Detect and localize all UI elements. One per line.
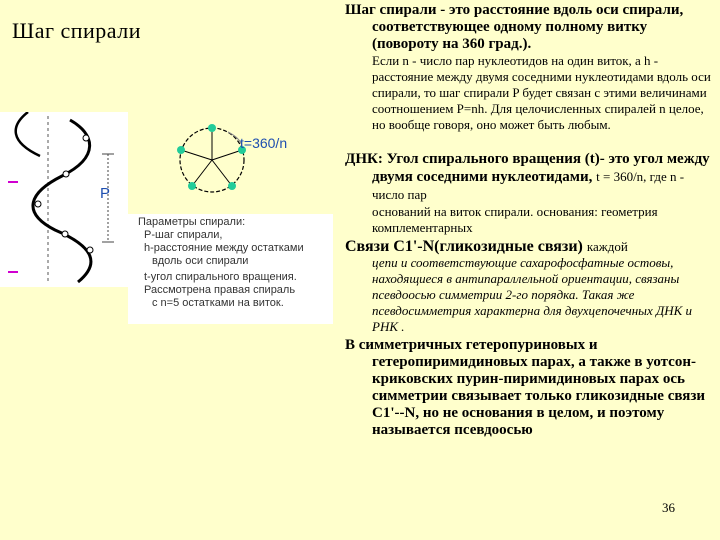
pitch-relation: Если n - число пар нуклеотидов на один виток, а h - расстояние между двумя соседними нуклеотидами вдоль оси спирали, то шаг спирали P будет связан с этими величинами соотношением P=nh. Для целочисленных спиралей n целое, но вообще говоря, оно может быть любым. — [372, 53, 711, 132]
caption-line: t-угол спирального вращения. — [144, 271, 297, 283]
twist-angle-text: ДНК: Угол спирального вращения (t)- это угол между двумя соседними нуклеотидами, — [345, 151, 710, 185]
twist-angle-heading — [345, 151, 717, 204]
helix-residue — [63, 171, 69, 177]
caption-line: Рассмотрена правая спираль — [144, 284, 296, 296]
radius-line — [181, 150, 212, 160]
glycosidic-bonds-title: Связи C1'-N(гликозидные связи) — [345, 238, 583, 255]
glycosidic-bonds-text: цепи и соответствующие сахарофосфатные остовы, находящиеся в антипараллельной ориентации, связаны псевдоосью симметрии 2-го порядка. Такая же псевдосимметрия характерна для двухцепочечных ДНК и РНК . — [372, 255, 693, 334]
residue-dot — [228, 182, 236, 190]
helix-figure — [0, 112, 340, 322]
pitch-label: P — [100, 185, 111, 202]
helix-residue — [35, 201, 41, 207]
residue-dot — [208, 124, 216, 132]
helix-residue — [62, 231, 68, 237]
residue-dot — [177, 146, 185, 154]
twist-angle-rest: оснований на виток спирали. основания: геометрия комплементарных — [372, 204, 658, 235]
pitch-definition — [345, 2, 717, 53]
page-number: 36 — [662, 500, 675, 515]
residue-dot — [188, 182, 196, 190]
caption-panel — [128, 214, 333, 324]
pseudo-axis-paragraph: В симметричных гетеропуриновых и гетеропиримидиновых парах, а также в уотсон-криковских пурин-пиримидиновых парах ось симметрии связывает только гликозидные связи C1'--N, но не основания в целом, и поэтому называется псевдоосью — [345, 337, 706, 438]
caption-line: h-расстояние между остатками — [144, 242, 304, 254]
glycosidic-bonds-word: каждой — [586, 239, 628, 254]
pitch-definition-text: Шаг спирали - это расстояние вдоль оси спирали, соответствующее одному полному витку (повороту на 360 град.). — [345, 2, 684, 52]
caption-line: вдоль оси спирали — [152, 255, 249, 267]
glycosidic-bonds-heading — [345, 238, 717, 255]
slide-title: Шаг спирали — [12, 18, 142, 43]
radius-line — [212, 150, 242, 160]
text-column — [345, 2, 717, 439]
caption-line: с n=5 остатками на виток. — [152, 297, 284, 309]
angle-label: t=360/n — [240, 135, 288, 151]
helix-residue — [87, 247, 93, 253]
radius-line — [212, 160, 232, 186]
caption-line: Параметры спирали: — [138, 216, 246, 228]
caption-line: P-шаг спирали, — [144, 229, 223, 241]
radius-line — [192, 160, 212, 186]
helix-residue — [83, 135, 89, 141]
twist-angle-formula: t = 360/n, где n - число пар — [372, 169, 685, 202]
